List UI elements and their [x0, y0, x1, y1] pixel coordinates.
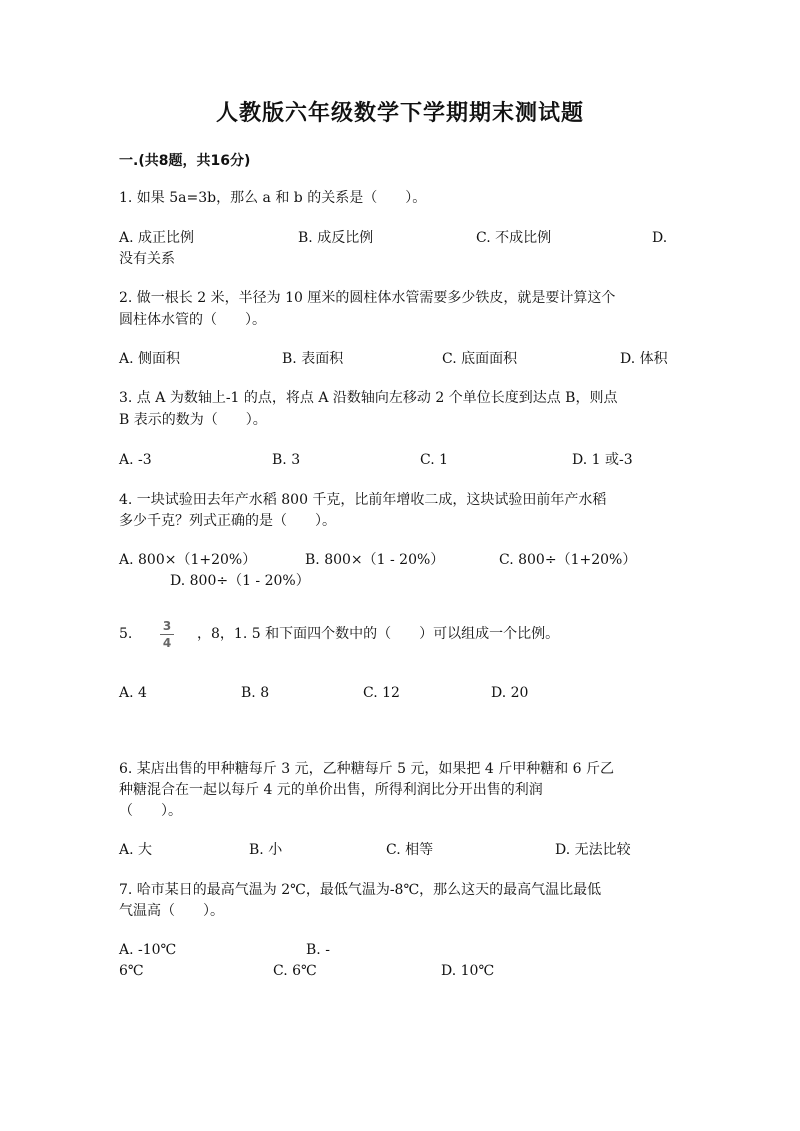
fraction-numerator: 3	[162, 619, 172, 633]
question-1-option-b: B. 成反比例	[298, 230, 374, 246]
question-4-option-d: D. 800÷（1 - 20%）	[170, 573, 310, 589]
fraction-three-quarters	[160, 619, 174, 650]
question-5-option-c: C. 12	[363, 685, 400, 701]
question-7-text-line-2: 气温高（ ）。	[119, 903, 224, 919]
question-1-option-d-text: 没有关系	[119, 251, 175, 267]
question-6-option-b: B. 小	[249, 842, 283, 858]
question-1-text: 1. 如果 5a=3b，那么 a 和 b 的关系是（ ）。	[119, 190, 427, 206]
question-7-option-b-text: 6℃	[119, 963, 144, 979]
question-2-option-c: C. 底面面积	[442, 351, 518, 367]
question-3-text-line-2: B 表示的数为（ ）。	[119, 412, 267, 428]
question-2-text-line-2: 圆柱体水管的（ ）。	[119, 312, 266, 328]
question-3-text-line-1: 3. 点 A 为数轴上-1 的点，将点 A 沿数轴向左移动 2 个单位长度到达点 B，则点	[119, 390, 618, 406]
question-1-option-c: C. 不成比例	[476, 230, 552, 246]
question-3-option-a: A. -3	[119, 452, 152, 468]
question-2-option-a: A. 侧面积	[119, 351, 181, 367]
question-4-text-line-2: 多少千克？列式正确的是（ ）。	[119, 513, 336, 529]
question-4-option-c: C. 800÷（1+20%）	[499, 552, 637, 568]
question-2-option-d: D. 体积	[620, 351, 668, 367]
question-7-option-c: C. 6℃	[273, 963, 317, 979]
question-5-option-b: B. 8	[241, 685, 270, 701]
question-6-text-line-3: （ ）。	[119, 803, 182, 819]
question-3-option-d: D. 1 或-3	[572, 452, 633, 468]
fraction-denominator: 4	[162, 636, 172, 650]
question-6-option-d: D. 无法比较	[555, 842, 631, 858]
question-3-option-b: B. 3	[272, 452, 301, 468]
question-6-option-c: C. 相等	[386, 842, 434, 858]
question-1-option-d-label: D.	[652, 230, 668, 246]
question-5-option-d: D. 20	[491, 685, 529, 701]
page-title: 人教版六年级数学下学期期末测试题	[215, 101, 584, 126]
question-5-option-a: A. 4	[119, 685, 147, 701]
fraction-bar	[160, 634, 174, 635]
question-7-text-line-1: 7. 哈市某日的最高气温为 2℃，最低气温为-8℃，那么这天的最高气温比最低	[119, 882, 602, 898]
question-5-number: 5.	[119, 626, 133, 642]
question-7-option-d: D. 10℃	[441, 963, 495, 979]
question-6-text-line-1: 6. 某店出售的甲种糖每斤 3 元，乙种糖每斤 5 元，如果把 4 斤甲种糖和 6 斤乙	[119, 761, 615, 777]
question-7-option-a: A. -10℃	[119, 942, 177, 958]
question-1-option-a: A. 成正比例	[119, 230, 195, 246]
question-4-option-a: A. 800×（1+20%）	[119, 552, 257, 568]
question-3-option-c: C. 1	[420, 452, 449, 468]
question-4-option-b: B. 800×（1 - 20%）	[305, 552, 445, 568]
question-2-text-line-1: 2. 做一根长 2 米，半径为 10 厘米的圆柱体水管需要多少铁皮，就是要计算这个	[119, 290, 616, 306]
question-6-text-line-2: 种糖混合在一起以每斤 4 元的单价出售，所得利润比分开出售的利润	[119, 782, 543, 798]
question-6-option-a: A. 大	[119, 842, 153, 858]
question-7-option-b-label: B. -	[306, 942, 330, 958]
question-4-text-line-1: 4. 一块试验田去年产水稻 800 千克，比前年增收二成，这块试验田前年产水稻	[119, 492, 607, 508]
question-2-option-b: B. 表面积	[282, 351, 344, 367]
question-5-text: ，8，1. 5 和下面四个数中的（ ）可以组成一个比例。	[197, 626, 560, 642]
section-heading: 一.(共8题，共16分)	[119, 153, 251, 169]
